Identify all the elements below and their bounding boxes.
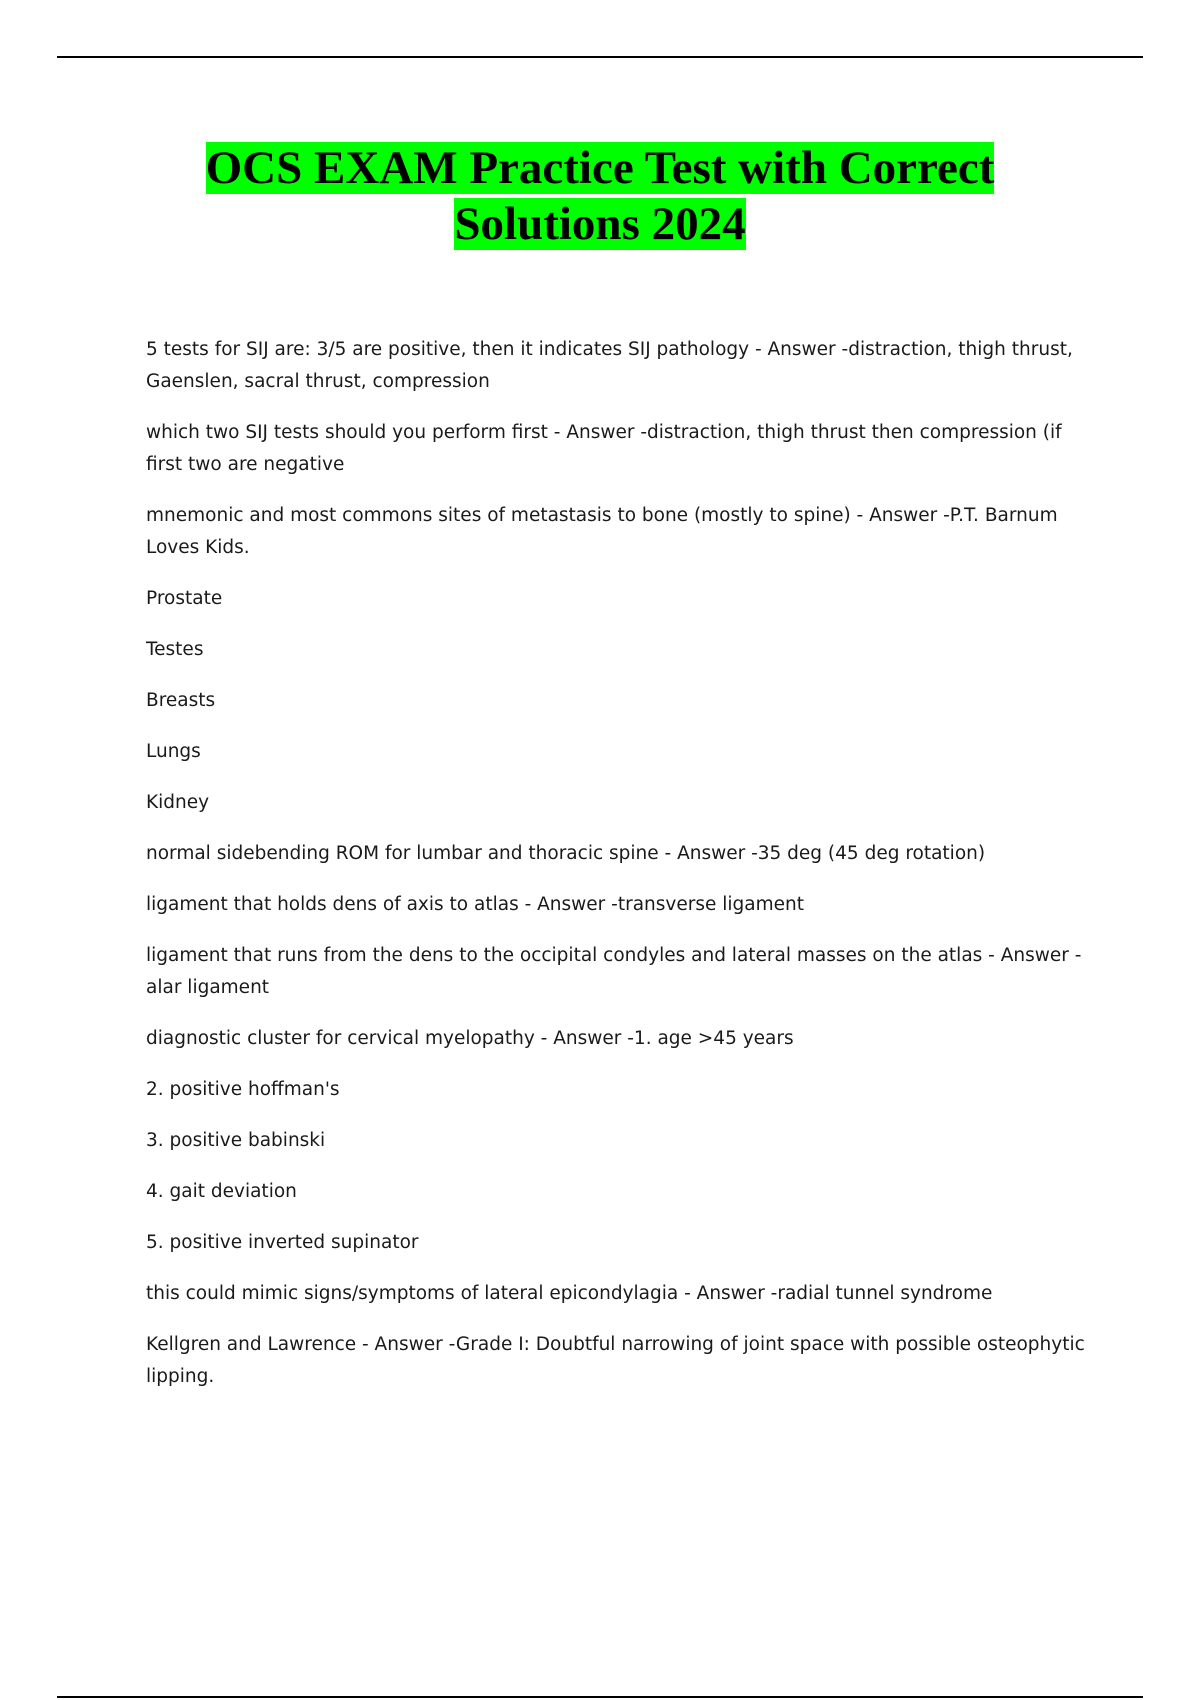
paragraph: which two SIJ tests should you perform first - Answer -distraction, thigh thrust then compression (if first two are negative [146,422,1062,475]
paragraph: normal sidebending ROM for lumbar and thoracic spine - Answer -35 deg (45 deg rotation) [146,843,986,864]
paragraph: 3. positive babinski [146,1130,326,1151]
header-rule [57,56,1143,58]
title-line-2: Solutions 2024 [454,198,746,250]
paragraph: Testes [146,639,204,660]
document-title [0,140,1200,252]
paragraph: 4. gait deviation [146,1181,297,1202]
paragraph: diagnostic cluster for cervical myelopathy - Answer -1. age >45 years [146,1028,794,1049]
paragraph: 5. positive inverted supinator [146,1232,419,1253]
paragraph: mnemonic and most commons sites of metastasis to bone (mostly to spine) - Answer -P.T. Barnum Loves Kids. [146,505,1058,558]
footer-rule [57,1696,1143,1698]
title-line-1: OCS EXAM Practice Test with Correct [205,142,995,194]
paragraph: this could mimic signs/symptoms of lateral epicondylagia - Answer -radial tunnel syndrome [146,1283,993,1304]
paragraph: Kellgren and Lawrence - Answer -Grade I: Doubtful narrowing of joint space with possible osteophytic lipping. [146,1334,1085,1387]
paragraph: ligament that runs from the dens to the occipital condyles and lateral masses on the atlas - Answer -alar ligament [146,945,1082,998]
paragraph: Breasts [146,690,216,711]
paragraph: 2. positive hoffman's [146,1079,340,1100]
paragraph: Kidney [146,792,210,813]
paragraph: 5 tests for SIJ are: 3/5 are positive, then it indicates SIJ pathology - Answer -distraction, thigh thrust, Gaenslen, sacral thrust, compression [146,339,1073,392]
paragraph: Lungs [146,741,201,762]
paragraph: ligament that holds dens of axis to atlas - Answer -transverse ligament [146,894,804,915]
document-body [146,334,1086,1412]
paragraph: Prostate [146,588,223,609]
